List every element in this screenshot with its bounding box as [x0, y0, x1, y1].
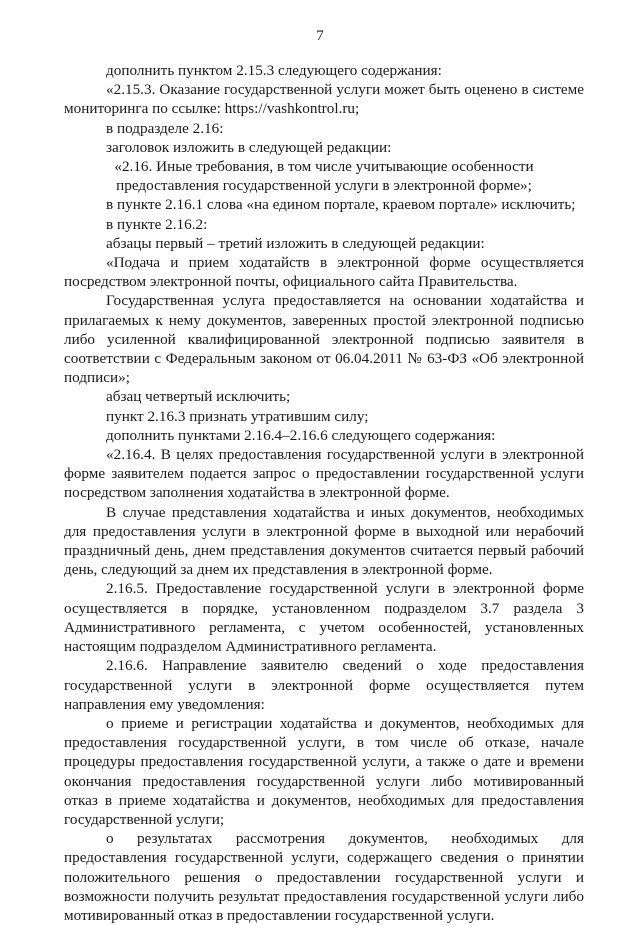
section-heading-2-16: «2.16. Иные требования, в том числе учитывающие особенности предоставления государственной услуги в электронной форме»; [114, 158, 534, 195]
notification-item: о результатах рассмотрения документов, необходимых для предоставления государственной услуги, содержащего сведения о принятии положительного решения о предоставлении государственной услуги и возможности получить результат предоставления государственной услуги либо мотивированный отказ в предоставлении государственной услуги. [64, 830, 584, 924]
amendment-instruction: дополнить пунктом 2.15.3 следующего содержания: [106, 62, 442, 79]
notification-item: о приеме и регистрации ходатайства и документов, необходимых для предоставления государственной услуги, в том числе об отказе, начале процедуры предоставления государственной услуги, а также о дате и времени окончания предоставления государственной услуги либо мотивированный отказ в приеме ходатайства и документов, необходимых для предоставления государственной услуги; [64, 714, 584, 828]
body-paragraph: В случае представления ходатайства и иных документов, необходимых для предоставления услуги в электронной форме в выходной или нерабочий праздничный день, днем представления документов считается первый рабочий день, следующий за днем их представления в электронной форме. [64, 503, 584, 579]
amendment-instruction: в пункте 2.16.2: [106, 215, 208, 233]
body-paragraph: Государственная услуга предоставляется на основании ходатайства и прилагаемых к нему документов, заверенных простой электронной подписью либо усиленной квалифицированной электронной подписью заявителя в соответствии с Федеральным законом от 06.04.2011 № 63-ФЗ «Об электронной подписи»; [64, 292, 584, 387]
amendment-instruction: заголовок изложить в следующей редакции: [106, 138, 392, 156]
body-paragraph: «Подача и прием ходатайств в электронной форме осуществляется посредством электронной почты, официального сайта Правительства. [64, 254, 584, 291]
amendment-instruction: в пункте 2.16.1 слова «на едином портале, краевом портале» исключить; [106, 196, 576, 214]
clause-2-15-3: «2.15.3. Оказание государственной услуги может быть оценено в системе мониторинга по ссылке: https://vashkontrol.ru; [64, 81, 584, 118]
clause-2-16-6: 2.16.6. Направление заявителю сведений о ходе предоставления государственной услуги в электронной форме осуществляется путем направления ему уведомления: [64, 657, 584, 713]
page-number: 7 [316, 28, 324, 44]
document-body [64, 61, 584, 925]
clause-2-16-5: 2.16.5. Предоставление государственной услуги в электронной форме осуществляется в порядке, установленном подразделом 3.7 раздела 3 Административного регламента, с учетом особенностей, установленных настоящим подразделом Административного регламента. [64, 580, 584, 656]
amendment-instruction: дополнить пунктами 2.16.4–2.16.6 следующего содержания: [106, 426, 496, 444]
amendment-instruction: абзацы первый – третий изложить в следующей редакции: [106, 234, 485, 252]
amendment-instruction: пункт 2.16.3 признать утратившим силу; [106, 407, 369, 425]
amendment-instruction: в подразделе 2.16: [106, 119, 224, 137]
clause-2-16-4: «2.16.4. В целях предоставления государственной услуги в электронной форме заявителем подается запрос о предоставлении государственной услуги посредством заполнения ходатайства в электронной форме. [64, 446, 584, 502]
amendment-instruction: абзац четвертый исключить; [106, 388, 291, 406]
